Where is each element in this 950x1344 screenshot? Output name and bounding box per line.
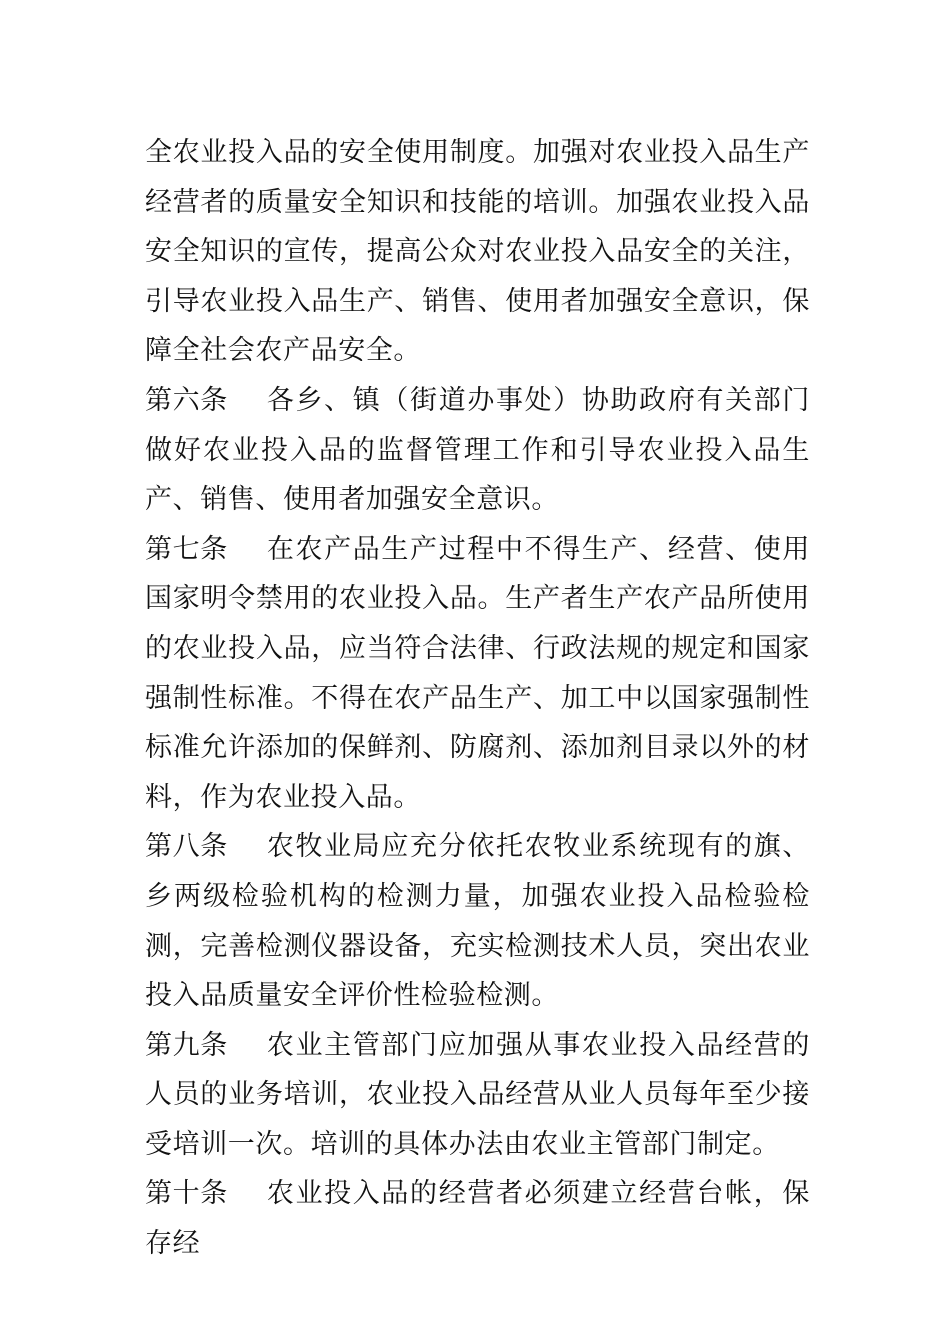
paragraph-text: 全农业投入品的安全使用制度。加强对农业投入品生产经营者的质量安全知识和技能的培训。加强农业投入品安全知识的宣传，提高公众对农业投入品安全的关注，引导农业投入品生产、销售、使用者加强安全意识，保障全社会农产品安全。	[145, 137, 810, 367]
article-text: 农业主管部门应加强从事农业投入品经营的人员的业务培训，农业投入品经营从业人员每年至少接受培训一次。培训的具体办法由农业主管部门制定。	[145, 1029, 810, 1160]
article-10	[145, 1169, 810, 1268]
article-number: 第九条	[145, 1029, 228, 1061]
article-text: 各乡、镇（街道办事处）协助政府有关部门做好农业投入品的监督管理工作和引导农业投入品生产、销售、使用者加强安全意识。	[145, 384, 810, 516]
article-number: 第八条	[145, 831, 228, 863]
paragraph-continuation	[145, 128, 810, 376]
article-6	[145, 376, 810, 525]
document-body	[145, 128, 810, 1269]
article-9	[145, 1021, 810, 1170]
article-text: 农牧业局应充分依托农牧业系统现有的旗、乡两级检验机构的检测力量，加强农业投入品检验检测，完善检测仪器设备，充实检测技术人员，突出农业投入品质量安全评价性检验检测。	[145, 831, 810, 1012]
article-8	[145, 822, 810, 1020]
article-text: 农业投入品的经营者必须建立经营台帐，保存经	[145, 1178, 810, 1260]
article-number: 第七条	[145, 533, 228, 565]
article-number: 第六条	[145, 384, 228, 416]
article-7	[145, 525, 810, 823]
article-text: 在农产品生产过程中不得生产、经营、使用国家明令禁用的农业投入品。生产者生产农产品所使用的农业投入品，应当符合法律、行政法规的规定和国家强制性标准。不得在农产品生产、加工中以国家强制性标准允许添加的保鲜剂、防腐剂、添加剂目录以外的材料，作为农业投入品。	[145, 533, 810, 813]
article-number: 第十条	[145, 1178, 228, 1210]
